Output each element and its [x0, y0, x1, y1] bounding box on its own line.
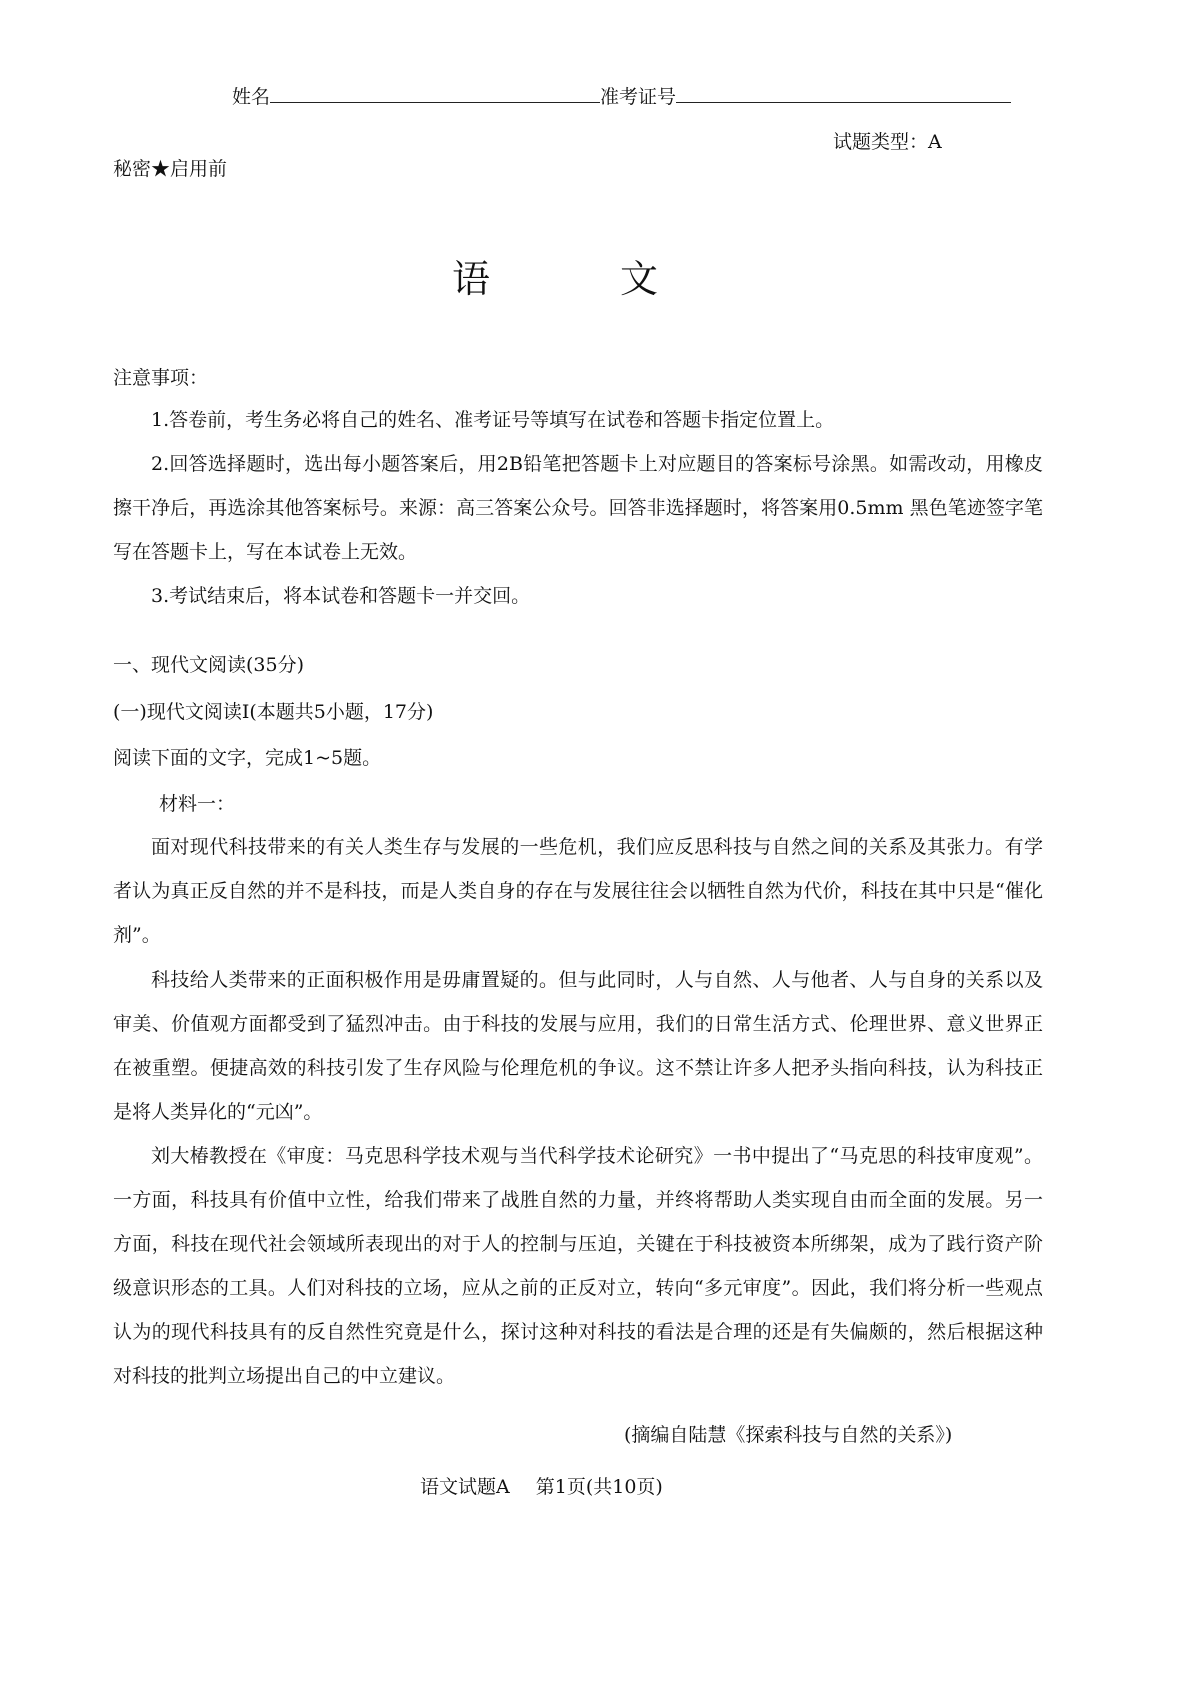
secret-label: 秘密★启用前 [113, 158, 228, 180]
material-label: 材料一： [159, 793, 236, 815]
passage-paragraph-2: 科技给人类带来的正面积极作用是毋庸置疑的。但与此同时，人与自然、人与他者、人与自身的关系以及审美、价值观方面都受到了猛烈冲击。由于科技的发展与应用，我们的日常生活方式、伦理世界、意义世界正在被重塑。便捷高效的科技引发了生存风险与伦理危机的争议。这不禁让许多人把矛头指向科技，认为科技正是将人类异化的“元凶”。 [113, 969, 1043, 1123]
passage-paragraph-3: 刘大椿教授在《审度：马克思科学技术观与当代科学技术论研究》一书中提出了“马克思的科技审度观”。一方面，科技具有价值中立性，给我们带来了战胜自然的力量，并终将帮助人类实现自由而全面的发展。另一方面，科技在现代社会领域所表现出的对于人的控制与压迫，关键在于科技被资本所绑架，成为了践行资产阶级意识形态的工具。人们对科技的立场，应从之前的正反对立，转向“多元审度”。因此，我们将分析一些观点认为的现代科技具有的反自然性究竟是什么，探讨这种对科技的看法是合理的还是有失偏颇的，然后根据这种对科技的批判立场提出自己的中立建议。 [113, 1145, 1043, 1387]
notes-item-2: 2.回答选择题时，选出每小题答案后，用2B铅笔把答题卡上对应题目的答案标号涂黑。如需改动，用橡皮擦干净后，再选涂其他答案标号。来源：高三答案公众号。回答非选择题时，将答案用0.5mm 黑色笔迹签字笔写在答题卡上，写在本试卷上无效。 [113, 453, 1043, 563]
notes-heading: 注意事项： [113, 367, 209, 389]
subsection-heading: (一)现代文阅读Ⅰ(本题共5小题，17分) [113, 701, 434, 723]
notes-item-1: 1.答卷前，考生务必将自己的姓名、准考证号等填写在试卷和答题卡指定位置上。 [151, 409, 835, 431]
name-underline [270, 82, 600, 103]
id-label: 准考证号 [600, 86, 677, 108]
passage-source: (摘编自陆慧《探索科技与自然的关系》) [624, 1424, 953, 1446]
section-heading: 一、现代文阅读(35分) [113, 654, 305, 676]
page-footer [420, 1472, 663, 1499]
name-field-row [232, 82, 1011, 109]
id-underline [676, 82, 1011, 103]
exam-type: 试题类型：A [833, 131, 942, 153]
name-label: 姓名 [232, 86, 271, 108]
footer-page-number: 第1页(共10页) [535, 1476, 663, 1498]
passage-paragraph-1: 面对现代科技带来的有关人类生存与发展的一些危机，我们应反思科技与自然之间的关系及其张力。有学者认为真正反自然的并不是科技，而是人类自身的存在与发展往往会以牺牲自然为代价，科技在其中只是“催化剂”。 [113, 836, 1043, 946]
reading-instruction: 阅读下面的文字，完成1~5题。 [113, 747, 382, 769]
footer-label: 语文试题A [420, 1476, 510, 1498]
notes-item-3: 3.考试结束后，将本试卷和答题卡一并交回。 [151, 585, 531, 607]
title-char-1: 语 [452, 257, 491, 301]
title-char-2: 文 [620, 257, 659, 301]
